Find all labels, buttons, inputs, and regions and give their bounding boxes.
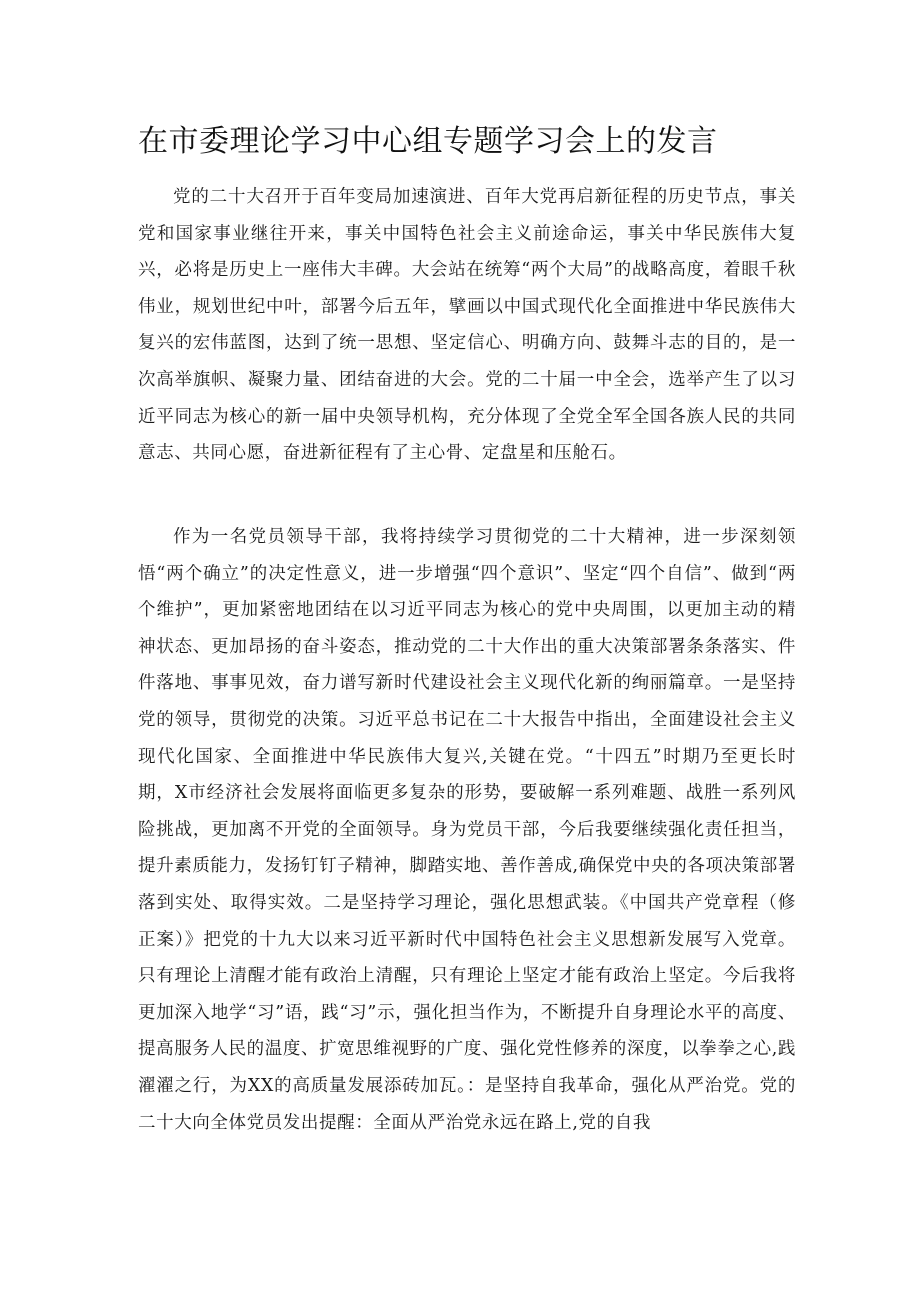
paragraph-2: 作为一名党员领导干部，我将持续学习贯彻党的二十大精神，进一步深刻领悟“两个确立”的决定性意义，进一步增强“四个意识”、坚定“四个自信”、做到“两个维护”，更加紧密地团结在以习近平同志为核心的党中央周围，以更加主动的精神状态、更加昂扬的奋斗姿态，推动党的二十大作出的重大决策部署条条落实、件件落地、事事见效，奋力谱写新时代建设社会主义现代化新的绚丽篇章。一是坚持党的领导，贯彻党的决策。习近平总书记在二十大报告中指出，全面建设社会主义现代化国家、全面推进中华民族伟大复兴,关键在党。“十四五”时期乃至更长时期，X市经济社会发展将面临更多复杂的形势，要破解一系列难题、战胜一系列风险挑战，更加离不开党的全面领导。身为党员干部，今后我要继续强化责任担当，提升素质能力，发扬钉钉子精神，脚踏实地、善作善成,确保党中央的各项决策部署落到实处、取得实效。二是坚持学习理论，强化思想武装。《中国共产党章程（修正案）》把党的十九大以来习近平新时代中国特色社会主义思想新发展写入党章。只有理论上清醒才能有政治上清醒，只有理论上坚定才能有政治上坚定。今后我将更加深入地学“习”语，践“习”示，强化担当作为，不断提升自身理论水平的高度、提高服务人民的温度、扩宽思维视野的广度、强化党性修养的深度，以拳拳之心,践濯濯之行，为XX的高质量发展添砖加瓦。：是坚持自我革命，强化从严治党。党的二十大向全体党员发出提醒：全面从严治党永远在路上,党的自我 — [138, 527, 796, 1133]
document-title: 在市委理论学习中心组专题学习会上的发言 — [138, 124, 718, 159]
paragraph-1: 党的二十大召开于百年变局加速演进、百年大党再启新征程的历史节点，事关党和国家事业继往开来，事关中国特色社会主义前途命运，事关中华民族伟大复兴，必将是历史上一座伟大丰碑。大会站在统筹“两个大局”的战略高度，着眼千秋伟业，规划世纪中叶，部署今后五年，擘画以中国式现代化全面推进中华民族伟大复兴的宏伟蓝图，达到了统一思想、坚定信心、明确方向、鼓舞斗志的目的，是一次高举旗帜、凝聚力量、团结奋进的大会。党的二十届一中全会，选举产生了以习近平同志为核心的新一届中央领导机构，充分体现了全党全军全国各族人民的共同意志、共同心愿，奋进新征程有了主心骨、定盘星和压舱石。 — [138, 187, 796, 464]
